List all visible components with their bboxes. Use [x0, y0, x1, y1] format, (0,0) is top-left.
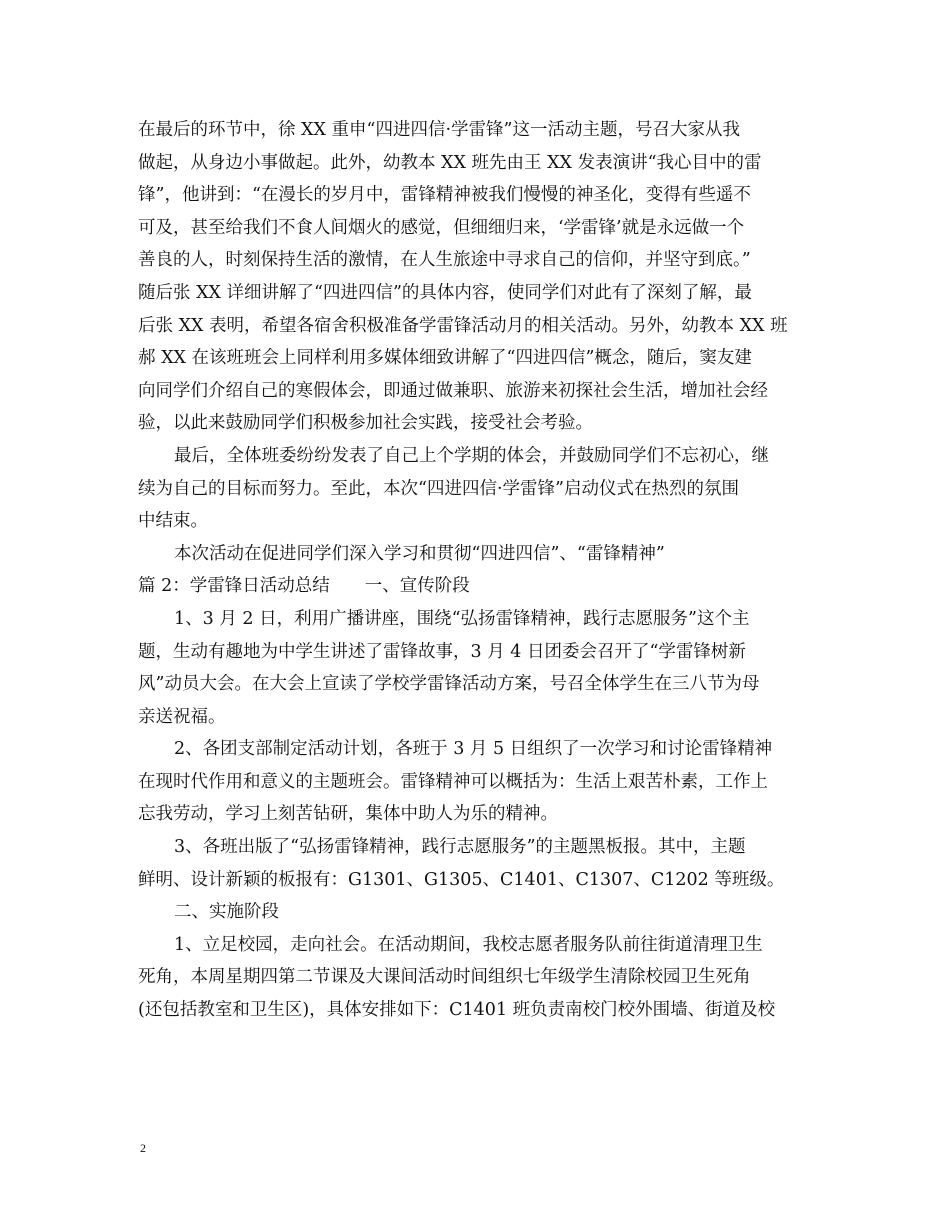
- text-line: 验，以此来鼓励同学们积极参加社会实践，接受社会考验。: [138, 413, 593, 434]
- text-line: 篇 2：学雷锋日活动总结 一、宣传阶段: [138, 576, 470, 597]
- text-line: 锋”，他讲到：“在漫长的岁月中，雷锋精神被我们慢慢的神圣化，变得有些遥不: [138, 185, 751, 206]
- text-line: 随后张 XX 详细讲解了“四进四信”的具体内容，使同学们对此有了深刻了解，最: [138, 282, 752, 303]
- text-line: 1、立足校园，走向社会。在活动期间，我校志愿者服务队前往街道清理卫生: [174, 934, 763, 955]
- text-line: 续为自己的目标而努力。至此，本次“四进四信·学雷锋”启动仪式在热烈的氛围: [138, 478, 739, 499]
- text-line: 忘我劳动，学习上刻苦钻研，集体中助人为乐的精神。: [138, 804, 558, 825]
- text-line: 后张 XX 表明，希望各宿舍积极准备学雷锋活动月的相关活动。另外，幼教本 XX 班: [138, 315, 788, 336]
- page-number: 2: [140, 1141, 146, 1155]
- text-line: 做起，从身边小事做起。此外，幼教本 XX 班先由王 XX 发表演讲“我心目中的雷: [138, 152, 762, 173]
- text-line: 最后，全体班委纷纷发表了自己上个学期的体会，并鼓励同学们不忘初心，继: [174, 445, 769, 466]
- text-line: 风”动员大会。在大会上宣读了学校学雷锋活动方案，号召全体学生在三八节为母: [138, 674, 760, 695]
- text-line: 在最后的环节中，徐 XX 重申“四进四信·学雷锋”这一活动主题，号召大家从我: [138, 120, 740, 140]
- text-line: 在现时代作用和意义的主题班会。雷锋精神可以概括为：生活上艰苦朴素，工作上: [138, 771, 768, 792]
- text-line: 可及，甚至给我们不食人间烟火的感觉，但细细归来，‘学雷锋’就是永远做一个: [138, 217, 745, 238]
- text-line: 郝 XX 在该班班会上同样利用多媒体细致讲解了“四进四信”概念，随后，窦友建: [138, 348, 752, 369]
- text-line: 1、3 月 2 日，利用广播讲座，围绕“弘扬雷锋精神，践行志愿服务”这个主: [174, 608, 750, 629]
- text-line: 二、实施阶段: [174, 902, 279, 923]
- text-line: 2、各团支部制定活动计划，各班于 3 月 5 日组织了一次学习和讨论雷锋精神: [174, 739, 773, 760]
- text-line: 死角，本周星期四第二节课及大课间活动时间组织七年级学生清除校园卫生死角: [138, 967, 751, 988]
- text-line: 向同学们介绍自己的寒假体会，即通过做兼职、旅游来初探社会生活，增加社会经: [138, 380, 768, 401]
- text-line: 鲜明、设计新颖的板报有：G1301、G1305、C1401、C1307、C1202 等班级。: [138, 869, 785, 890]
- body-text: [138, 114, 818, 1027]
- text-line: 中结束。: [138, 511, 208, 532]
- text-line: (还包括教室和卫生区)，具体安排如下：C1401 班负责南校门校外围墙、街道及校: [138, 1000, 776, 1021]
- text-line: 亲送祝福。: [138, 706, 226, 727]
- text-line: 题，生动有趣地为中学生讲述了雷锋故事，3 月 4 日团委会召开了“学雷锋树新: [138, 641, 746, 662]
- text-line: 本次活动在促进同学们深入学习和贯彻“四进四信”、“雷锋精神”: [174, 543, 665, 564]
- text-line: 3、各班出版了“弘扬雷锋精神，践行志愿服务”的主题黑板报。其中，主题: [174, 837, 746, 858]
- text-line: 善良的人，时刻保持生活的激情，在人生旅途中寻求自己的信仰，并坚守到底。”: [138, 250, 751, 271]
